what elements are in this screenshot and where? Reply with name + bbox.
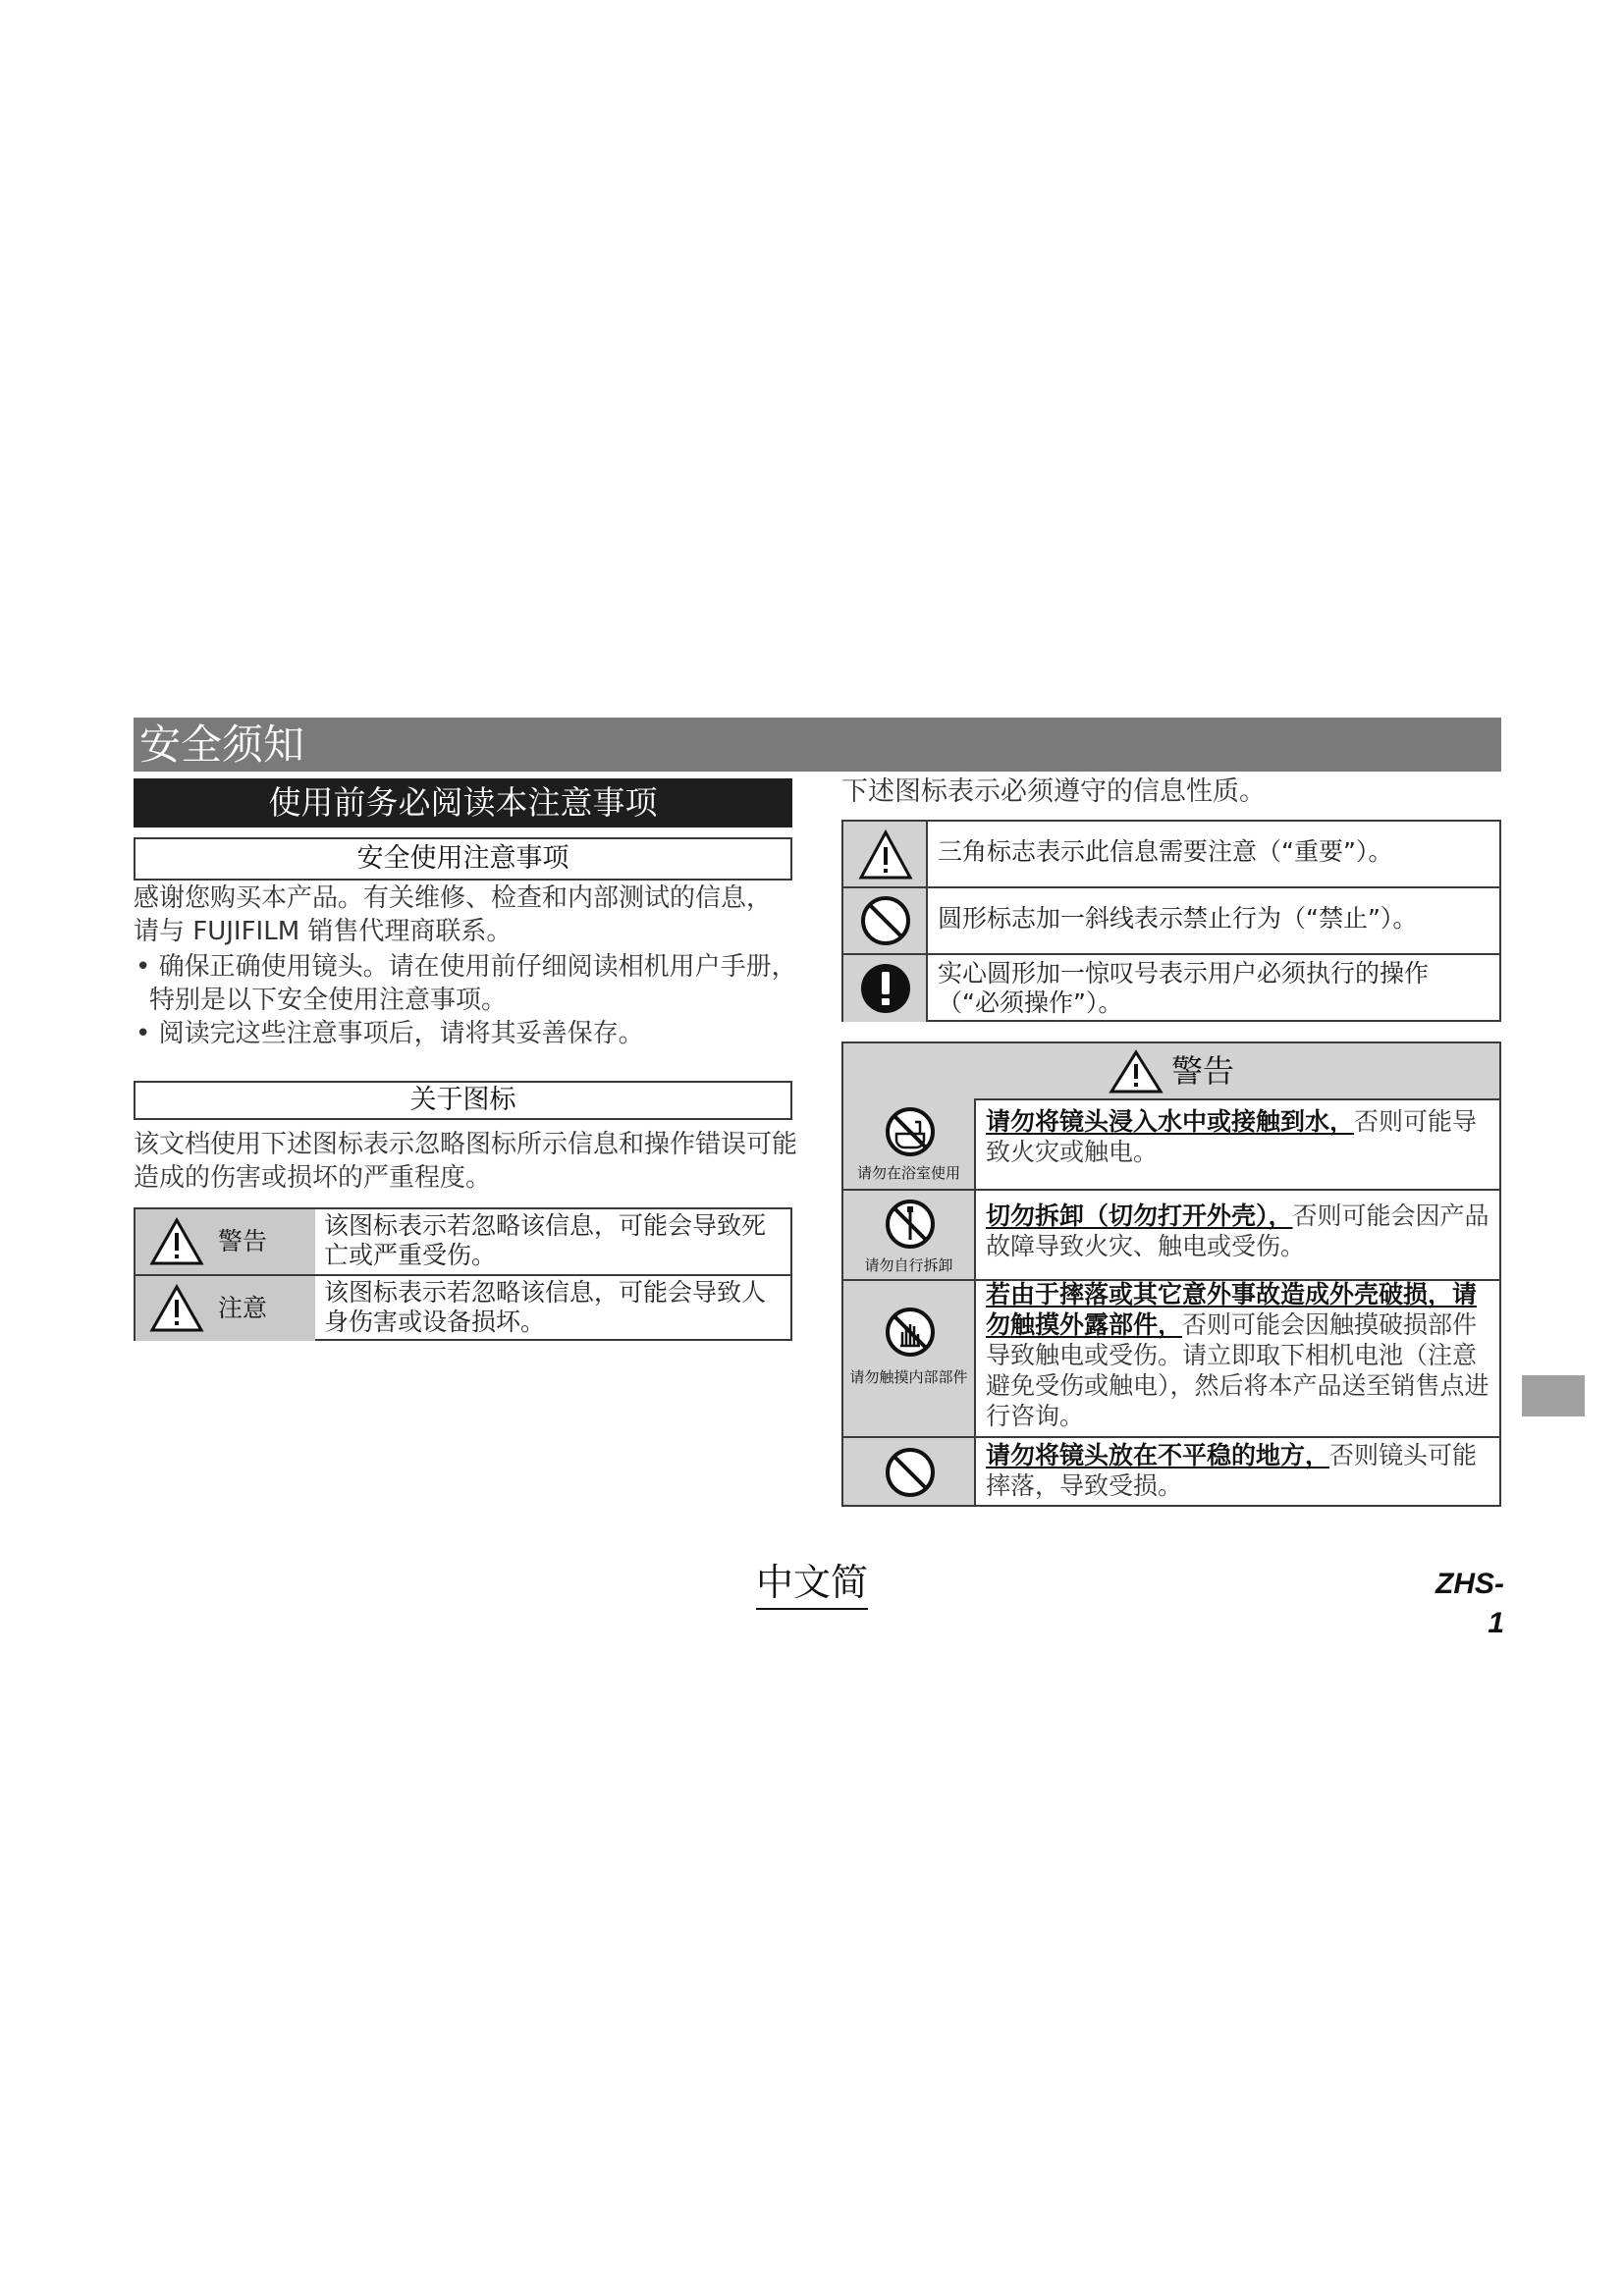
section-edge-tab <box>1522 1375 1585 1416</box>
mandatory-exclamation-icon <box>858 961 913 1016</box>
warning-triangle-icon <box>149 1284 204 1333</box>
meaning-icon-cell <box>843 955 928 1022</box>
severity-label: 警告 <box>218 1227 268 1255</box>
page-number: ZHS-1 <box>1435 1568 1504 1639</box>
must-read-banner: 使用前务必阅读本注意事项 <box>134 778 792 828</box>
warning-text-bold: 若由于摔落或其它意外事故造成外壳破损，请勿触摸外露部件， <box>986 1280 1478 1339</box>
warning-text-bold: 切勿拆卸（切勿打开外壳）， <box>986 1201 1293 1230</box>
warning-text-bold: 请勿将镜头浸入水中或接触到水， <box>986 1107 1355 1136</box>
severity-description: 该图标表示若忽略该信息，可能会导致人身伤害或设备损坏。 <box>324 1278 767 1336</box>
warning-text <box>986 1201 1496 1261</box>
warning-icon-caption: 请勿自行拆卸 <box>864 1256 953 1274</box>
icon-meaning-table <box>841 820 1501 1022</box>
prohibited-circle-icon <box>858 893 913 948</box>
warning-icon-caption: 请勿触摸内部部件 <box>849 1368 968 1386</box>
warning-row-water <box>843 1098 1499 1189</box>
warning-text-normal: 否则可能导致火灾或触电。 <box>986 1107 1478 1166</box>
warning-row-internal-parts <box>843 1279 1499 1436</box>
no-touch-internal-icon <box>883 1305 938 1360</box>
severity-description: 该图标表示若忽略该信息，可能会导致死亡或严重受伤。 <box>324 1211 767 1269</box>
icon-meaning-intro: 下述图标表示必须遵守的信息性质。 <box>841 776 1266 807</box>
warning-triangle-icon <box>149 1217 204 1266</box>
severity-icon-cell <box>135 1276 315 1341</box>
severity-row-warning <box>135 1209 790 1274</box>
safe-use-heading: 安全使用注意事项 <box>134 837 792 881</box>
about-icons-text: 该文档使用下述图标表示忽略图标所示信息和操作错误可能造成的伤害或损坏的严重程度。 <box>134 1130 798 1193</box>
section-title: 安全须知 <box>134 718 1501 772</box>
warning-icon-caption: 请勿在浴室使用 <box>856 1164 960 1182</box>
meaning-row-mandatory <box>843 953 1499 1022</box>
meaning-row-prohibited <box>843 886 1499 953</box>
warning-triangle-icon <box>858 828 913 882</box>
warning-icon-cell <box>843 1098 976 1189</box>
bullet-item-2: • 阅读完这些注意事项后，请将其妥善保存。 <box>135 1019 644 1048</box>
warning-row-disassembly <box>843 1189 1499 1279</box>
prohibited-circle-icon <box>883 1445 938 1500</box>
warning-text <box>986 1279 1496 1431</box>
intro-line-2: 请与 FUJIFILM 销售代理商联系。 <box>134 917 513 946</box>
severity-label: 注意 <box>218 1294 268 1322</box>
warning-row-unstable <box>843 1436 1499 1505</box>
meaning-icon-cell <box>843 888 928 953</box>
severity-row-caution <box>135 1274 790 1341</box>
meaning-text: 三角标志表示此信息需要注意（“重要”）。 <box>938 837 1393 866</box>
meaning-text: 圆形标志加一斜线表示禁止行为（“禁止”）。 <box>938 904 1418 933</box>
warning-text-normal: 否则镜头可能摔落，导致受损。 <box>986 1441 1478 1500</box>
warning-triangle-icon <box>1109 1049 1164 1095</box>
meaning-row-attention <box>843 822 1499 886</box>
icon-severity-table <box>134 1207 792 1341</box>
warning-text <box>986 1106 1496 1167</box>
warning-text-normal: 否则可能会因产品故障导致火灾、触电或受伤。 <box>986 1201 1489 1260</box>
warning-icon-cell <box>843 1438 976 1505</box>
about-icons-heading: 关于图标 <box>134 1081 792 1120</box>
no-bathroom-use-icon <box>883 1104 938 1159</box>
warning-icon-cell <box>843 1191 976 1279</box>
severity-icon-cell <box>135 1209 315 1274</box>
bullet-item-1: • 确保正确使用镜头。请在使用前仔细阅读相机用户手册，特别是以下安全使用注意事项。 <box>135 952 797 1015</box>
warning-table <box>841 1041 1501 1507</box>
intro-line-1: 感谢您购买本产品。有关维修、检查和内部测试的信息， <box>134 883 773 913</box>
warning-icon-cell <box>843 1281 976 1436</box>
meaning-icon-cell <box>843 822 928 886</box>
warning-text-normal: 否则可能会因触摸破损部件导致触电或受伤。请立即取下相机电池（注意避免受伤或触电），然后将本产品送至销售点进行咨询。 <box>986 1310 1489 1430</box>
warning-text-bold: 请勿将镜头放在不平稳的地方， <box>986 1441 1330 1469</box>
language-label: 中文简 <box>756 1559 868 1610</box>
warning-text <box>986 1440 1496 1501</box>
meaning-text: 实心圆形加一惊叹号表示用户必须执行的操作（“必须操作”）。 <box>938 959 1430 1017</box>
warning-header <box>843 1043 1499 1100</box>
warning-header-label: 警告 <box>1171 1052 1235 1090</box>
no-disassembly-icon <box>883 1197 938 1252</box>
